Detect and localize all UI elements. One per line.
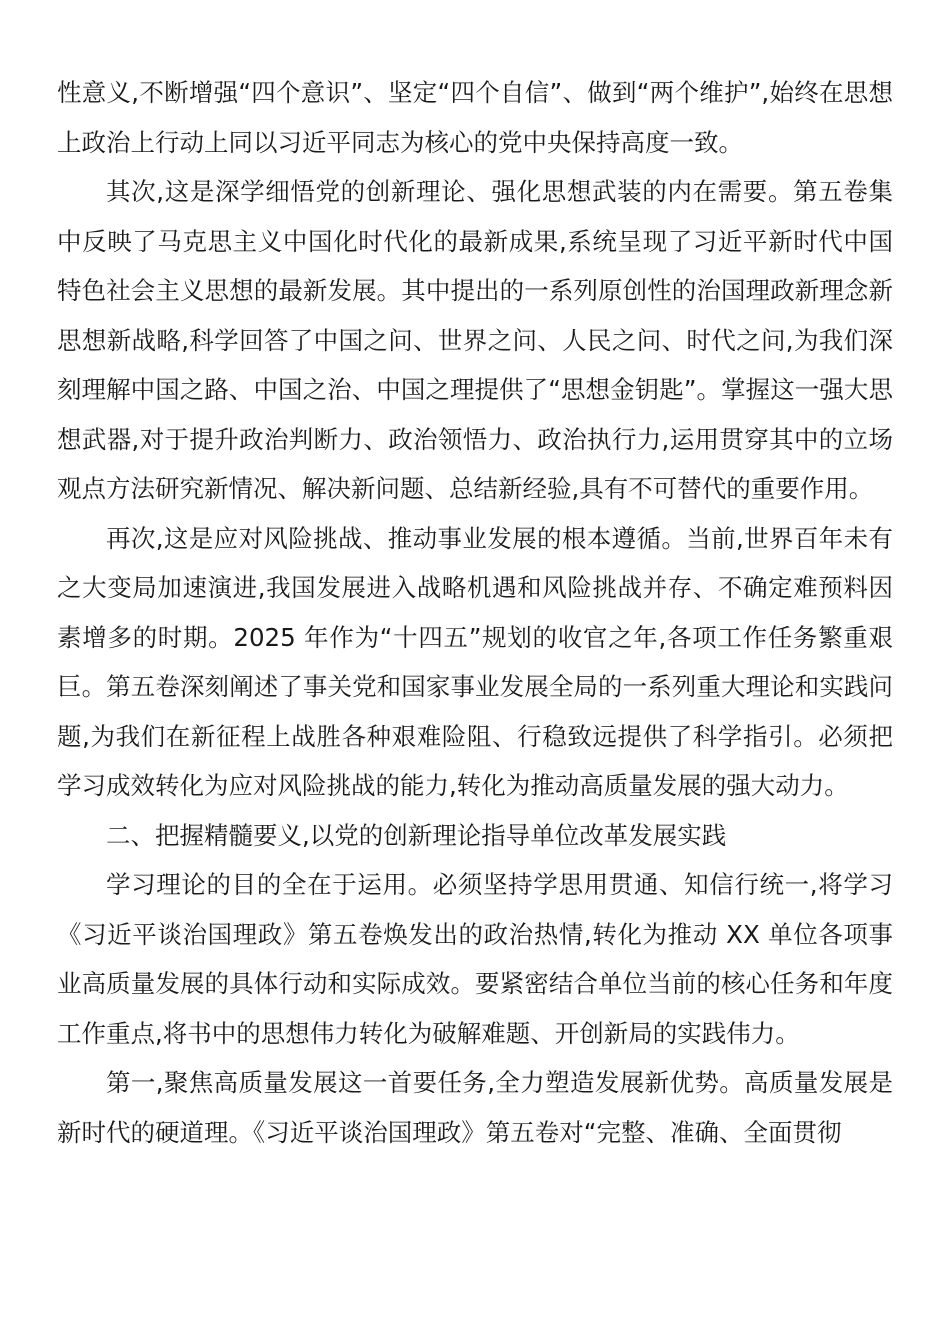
section-heading-two: 二、把握精髓要义,以党的创新理论指导单位改革发展实践 [106,820,727,850]
paragraph-third-reason: 再次,这是应对风险挑战、推动事业发展的根本遵循。当前,世界百年未有之大变局加速演进,我国发展进入战略机遇和风险挑战并存、不确定难预料因素增多的时期。2025 年作为“十四五”规划的收官之年,各项工作任务繁重艰巨。第五卷深刻阐述了事关党和国家事业发展全局的一系列重大理论和实践问题,为我们在新征程上战胜各种艰难险阻、行稳致远提供了科学指引。必须把学习成效转化为应对风险挑战的能力,转化为推动高质量发展的强大动力。 [57,523,893,800]
paragraph-continued-from-previous-page: 性意义,不断增强“四个意识”、坚定“四个自信”、做到“两个维护”,始终在思想上政治上行动上同以习近平同志为核心的党中央保持高度一致。 [57,78,893,157]
paragraph-second-reason: 其次,这是深学细悟党的创新理论、强化思想武装的内在需要。第五卷集中反映了马克思主义中国化时代化的最新成果,系统呈现了习近平新时代中国特色社会主义思想的最新发展。其中提出的一系列原创性的治国理政新理念新思想新战略,科学回答了中国之问、世界之问、人民之问、时代之问,为我们深刻理解中国之路、中国之治、中国之理提供了“思想金钥匙”。掌握这一强大思想武器,对于提升政治判断力、政治领悟力、政治执行力,运用贯穿其中的立场观点方法研究新情况、解决新问题、总结新经验,具有不可替代的重要作用。 [57,177,893,503]
paragraph-first-point: 第一,聚焦高质量发展这一首要任务,全力塑造发展新优势。高质量发展是新时代的硬道理。《习近平谈治国理政》第五卷对“完整、准确、全面贯彻 [57,1068,893,1147]
paragraph-section-intro: 学习理论的目的全在于运用。必须坚持学思用贯通、知信行统一,将学习《习近平谈治国理政》第五卷焕发出的政治热情,转化为推动 XX 单位各项事业高质量发展的具体行动和实际成效。要紧密结合单位当前的核心任务和年度工作重点,将书中的思想伟力转化为破解难题、开创新局的实践伟力。 [57,870,893,1048]
document-body [57,68,893,1157]
